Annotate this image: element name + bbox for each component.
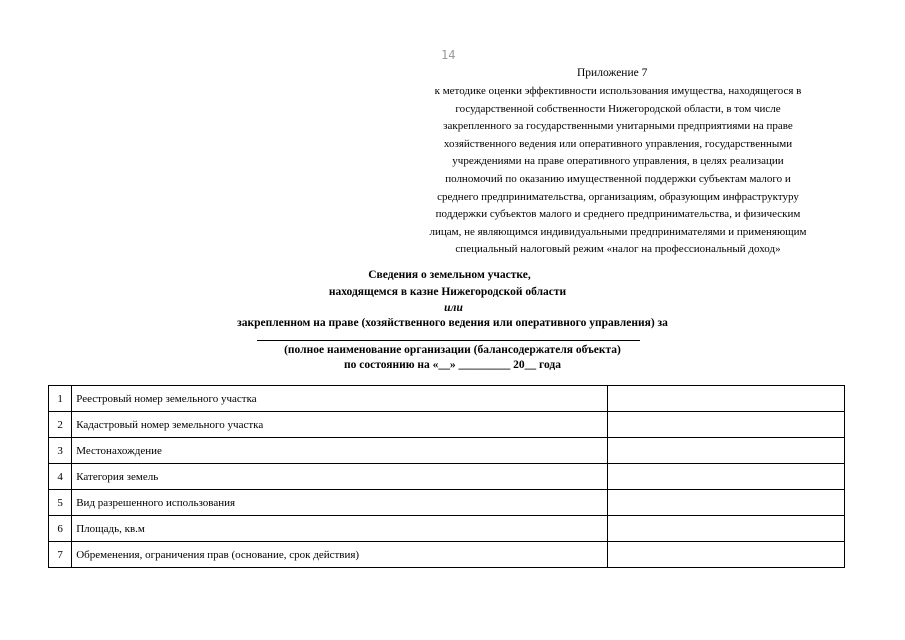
row-value-cell[interactable] — [607, 490, 844, 516]
organization-caption: (полное наименование организации (балансодержателя объекта) — [284, 344, 621, 356]
row-value-cell[interactable] — [607, 464, 844, 490]
row-value-cell[interactable] — [607, 542, 844, 568]
table-row — [49, 516, 845, 542]
row-number: 3 — [49, 438, 72, 464]
table-row — [49, 542, 845, 568]
appendix-description-line: среднего предпринимательства, организациям, образующим инфраструктуру — [437, 190, 799, 203]
row-number: 2 — [49, 412, 72, 438]
appendix-description-line: к методике оценки эффективности использования имущества, находящегося в — [434, 85, 802, 97]
row-label: Кадастровый номер земельного участка — [72, 412, 607, 438]
row-value-cell[interactable] — [607, 386, 844, 412]
table-row — [49, 464, 845, 490]
row-label: Категория земель — [72, 464, 607, 490]
appendix-description-line: полномочий по оказанию имущественной поддержки субъектам малого и — [445, 172, 791, 185]
row-label: Местонахождение — [72, 438, 607, 464]
row-number: 4 — [49, 464, 72, 490]
appendix-description-line: специальный налоговый режим «налог на профессиональный доход» — [455, 243, 781, 256]
appendix-description-line: хозяйственного ведения или оперативного управления, государственными — [443, 137, 793, 150]
appendix-description-line: государственной собственности Нижегородской области, в том числе — [455, 102, 781, 115]
table-row — [49, 412, 845, 438]
row-label: Площадь, кв.м — [72, 516, 607, 542]
organization-name-line — [257, 340, 640, 341]
row-number: 6 — [49, 516, 72, 542]
row-label: Вид разрешенного использования — [72, 490, 607, 516]
appendix-description-line: поддержки субъектов малого и среднего предпринимательства, и физическим — [435, 208, 801, 221]
table-row — [49, 438, 845, 464]
row-number: 7 — [49, 542, 72, 568]
row-number: 5 — [49, 490, 72, 516]
form-title: Сведения о земельном участке, — [368, 269, 531, 281]
row-label: Обременения, ограничения прав (основание, срок действия) — [72, 542, 607, 568]
page-number: 14 — [441, 48, 456, 62]
form-title-line-4: закрепленном на праве (хозяйственного ведения или оперативного управления) за — [237, 317, 668, 329]
land-plot-info-table — [48, 385, 845, 568]
table-row — [49, 490, 845, 516]
row-number: 1 — [49, 386, 72, 412]
appendix-description — [392, 83, 844, 259]
appendix-description-line: лицам, не являющимся индивидуальными предпринимателями и применяющим — [429, 225, 807, 238]
form-title-line-2: находящемся в казне Нижегородской области — [328, 286, 567, 298]
appendix-title: Приложение 7 — [577, 67, 648, 79]
row-label: Реестровый номер земельного участка — [72, 386, 607, 412]
row-value-cell[interactable] — [607, 516, 844, 542]
table-row — [49, 386, 845, 412]
row-value-cell[interactable] — [607, 438, 844, 464]
appendix-description-line: учреждениями на праве оперативного управления, в целях реализации — [452, 155, 784, 168]
row-value-cell[interactable] — [607, 412, 844, 438]
form-title-or: или — [444, 302, 463, 314]
appendix-description-line: закрепленного за государственными унитарными предприятиями на праве — [443, 120, 793, 133]
date-line: по состоянию на «__» _________ 20__ года — [344, 359, 561, 371]
